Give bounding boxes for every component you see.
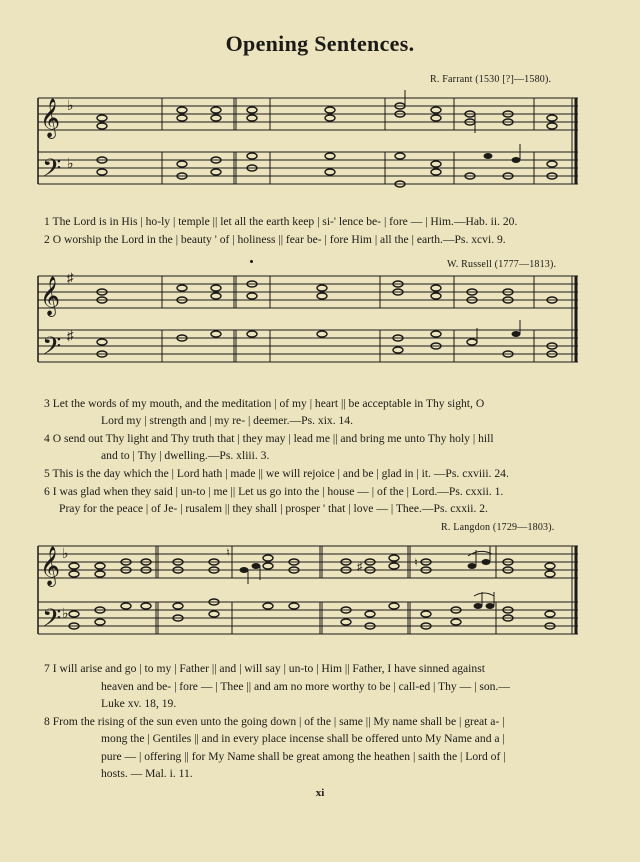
svg-text:𝄞: 𝄞 <box>40 546 61 586</box>
stray-mark <box>250 260 253 263</box>
verse-line: mong the | Gentiles || and in every place incense shall be offered unto My Name and a | <box>101 732 505 745</box>
verse-line: Luke xv. 18, 19. <box>101 697 177 710</box>
music-staff-system <box>0 266 640 376</box>
composer-credit: W. Russell (1777—1813). <box>447 259 557 270</box>
svg-text:♭: ♭ <box>67 157 74 172</box>
verse-line: 6 I was glad when they said | un-to | me || Let us go into the | house — | of the | Lord.—Ps. cxxii. 1. <box>44 485 504 498</box>
verse-line: 7 I will arise and go | to my | Father || and | will say | un-to | Him || Father, I have sinned against <box>44 662 485 675</box>
svg-text:♯: ♯ <box>67 270 74 285</box>
verse-line: heaven and be- | fore — | Thee || and am no more worthy to be | call-ed | Thy — | son.— <box>101 680 510 693</box>
verse-line: hosts. — Mal. i. 11. <box>101 767 193 780</box>
composer-credit: R. Farrant (1530 [?]—1580). <box>430 74 552 85</box>
svg-text:♭: ♭ <box>62 547 69 562</box>
svg-text:𝄞: 𝄞 <box>40 276 61 316</box>
verse-line: 5 This is the day which the | Lord hath | made || we will rejoice | and be | glad in | it. —Ps. cxviii. 24. <box>44 467 509 480</box>
svg-text:♯: ♯ <box>357 561 363 573</box>
svg-text:♭: ♭ <box>67 99 74 114</box>
verse-line: and to | Thy | dwelling.—Ps. xliii. 3. <box>101 449 270 462</box>
verse-line: Pray for the peace | of Je- | rusalem || they shall | prosper ' that | love — | Thee.—Ps. cxxii. 2. <box>59 502 488 515</box>
svg-text:♮: ♮ <box>226 547 230 559</box>
svg-text:𝄢: 𝄢 <box>42 604 62 639</box>
verse-line: 1 The Lord is in His | ho-ly | temple || let all the earth keep | si-' lence be- | fore — | Him.—Hab. ii. 20. <box>44 215 518 228</box>
music-staff-system <box>0 536 640 648</box>
svg-text:𝄢: 𝄢 <box>42 332 62 367</box>
svg-text:♭: ♭ <box>62 607 69 622</box>
svg-text:𝄢: 𝄢 <box>42 154 62 189</box>
svg-text:𝄞: 𝄞 <box>40 98 61 138</box>
music-staff-system <box>0 88 640 198</box>
composer-credit: R. Langdon (1729—1803). <box>441 522 555 533</box>
verse-line: 8 From the rising of the sun even unto the going down | of the | same || My name shall be | great a- | <box>44 715 505 728</box>
page-number: xi <box>315 787 325 799</box>
verse-line: Lord my | strength and | my re- | deemer.—Ps. xix. 14. <box>101 414 353 427</box>
verse-line: pure — | offering || for My Name shall be great among the heathen | saith the | Lord of | <box>101 750 506 763</box>
svg-text:♮: ♮ <box>414 557 418 569</box>
verse-line: 3 Let the words of my mouth, and the meditation | of my | heart || be acceptable in Thy sight, O <box>44 397 485 410</box>
verse-line: 2 O worship the Lord in the | beauty ' of | holiness || fear be- | fore Him | all the | earth.—Ps. xcvi. 9. <box>44 233 506 246</box>
svg-text:♯: ♯ <box>67 328 74 343</box>
page-title: Opening Sentences. <box>225 31 415 56</box>
verse-line: 4 O send out Thy light and Thy truth that | they may | lead me || and bring me unto Thy holy | hill <box>44 432 494 445</box>
